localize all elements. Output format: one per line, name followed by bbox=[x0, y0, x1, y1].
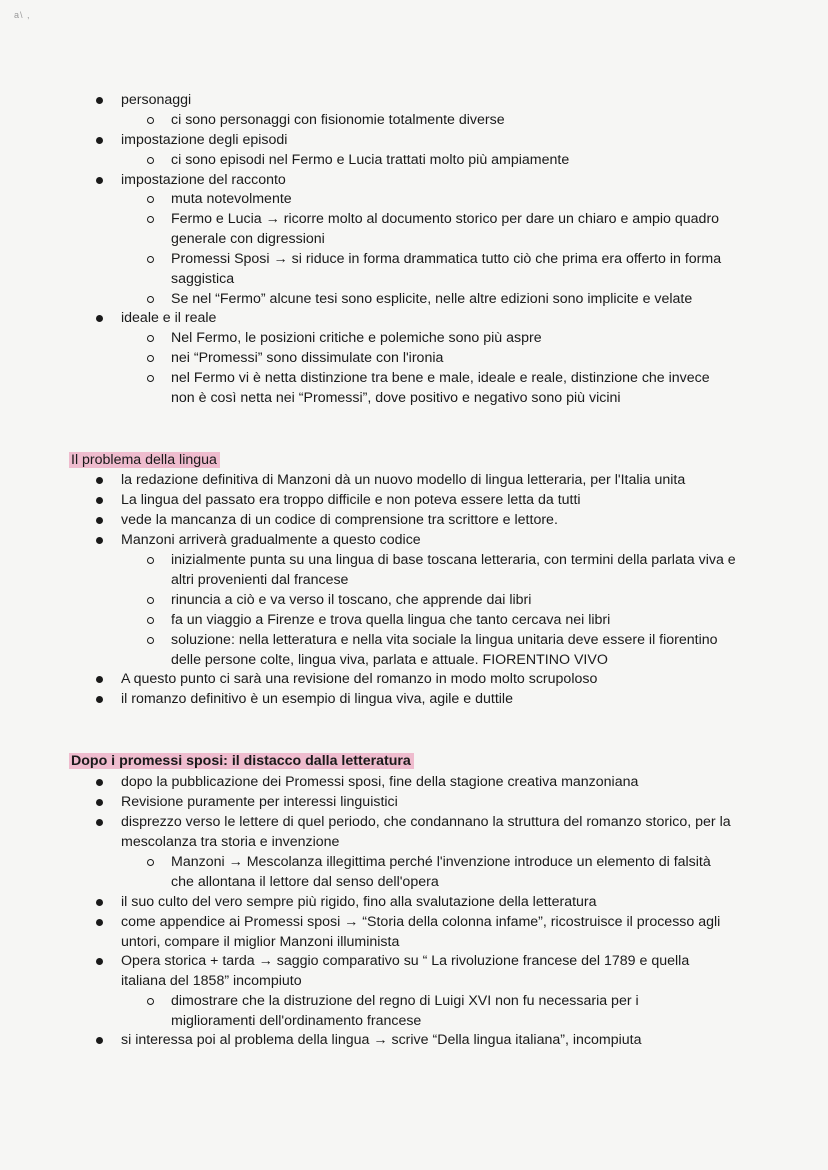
list-item: muta notevolmente bbox=[171, 191, 292, 207]
list-item: La lingua del passato era troppo difficile e non poteva essere letta da tutti bbox=[121, 492, 581, 508]
list-item: A questo punto ci sarà una revisione del romanzo in modo molto scrupoloso bbox=[121, 671, 598, 687]
list-item: come appendice ai Promessi sposi → “Storia della colonna infame”, ricostruisce il processo agli untori, compare il miglior Manzoni illuminista bbox=[121, 912, 746, 952]
list-item: la redazione definitiva di Manzoni dà un nuovo modello di lingua letteraria, per l'Italia unita bbox=[121, 472, 686, 488]
list-item: Se nel “Fermo” alcune tesi sono esplicite, nelle altre edizioni sono implicite e velate bbox=[171, 291, 693, 307]
list-item: il romanzo definitivo è un esempio di lingua viva, agile e duttile bbox=[121, 691, 513, 707]
list-item: dopo la pubblicazione dei Promessi sposi, fine della stagione creativa manzoniana bbox=[121, 774, 639, 790]
list-item: ci sono personaggi con fisionomie totalmente diverse bbox=[171, 112, 505, 128]
list-item: Nel Fermo, le posizioni critiche e polemiche sono più aspre bbox=[171, 330, 542, 346]
corner-mark: a\ , bbox=[14, 10, 31, 20]
list-item: rinuncia a ciò e va verso il toscano, che apprende dai libri bbox=[171, 592, 532, 608]
list-item: dimostrare che la distruzione del regno di Luigi XVI non fu necessaria per i miglioramenti dell'ordinamento francese bbox=[171, 991, 681, 1031]
list-item: ideale e il reale bbox=[121, 310, 217, 326]
list-item: Revisione puramente per interessi linguistici bbox=[121, 794, 398, 810]
list-item: il suo culto del vero sempre più rigido, fino alla svalutazione della letteratura bbox=[121, 894, 597, 910]
section-heading: Il problema della lingua bbox=[69, 450, 220, 470]
list-item: soluzione: nella letteratura e nella vita sociale la lingua unitaria deve essere il fiorentino delle persone colte, lingua viva, parlata e attuale. FIORENTINO VIVO bbox=[171, 630, 731, 670]
list-item: Opera storica + tarda → saggio comparativo su “ La rivoluzione francese del 1789 e quella italiana del 1858” incompiuto bbox=[121, 951, 736, 991]
list-item: vede la mancanza di un codice di comprensione tra scrittore e lettore. bbox=[121, 512, 558, 528]
list-item: inizialmente punta su una lingua di base toscana letteraria, con termini della parlata viva e altri provenienti dal francese bbox=[171, 550, 741, 590]
list-item: personaggi bbox=[121, 92, 192, 108]
section-heading: Dopo i promessi sposi: il distacco dalla letteratura bbox=[69, 751, 414, 771]
list-item: impostazione degli episodi bbox=[121, 132, 288, 148]
list-item: Promessi Sposi → si riduce in forma drammatica tutto ciò che prima era offerto in forma saggistica bbox=[171, 249, 731, 289]
list-item: nel Fermo vi è netta distinzione tra bene e male, ideale e reale, distinzione che invece non è così netta nei “Promessi”, dove positivo e negativo sono più vicini bbox=[171, 368, 733, 408]
list-item: nei “Promessi” sono dissimulate con l'ironia bbox=[171, 350, 444, 366]
list-item: impostazione del racconto bbox=[121, 172, 286, 188]
list-item: ci sono episodi nel Fermo e Lucia trattati molto più ampiamente bbox=[171, 152, 570, 168]
list-item: Manzoni → Mescolanza illegittima perché l'invenzione introduce un elemento di falsità che allontana il lettore dal senso dell'opera bbox=[171, 852, 731, 892]
list-item: si interessa poi al problema della lingua → scrive “Della lingua italiana”, incompiuta bbox=[121, 1032, 642, 1048]
list-item: disprezzo verso le lettere di quel periodo, che condannano la struttura del romanzo storico, per la mescolanza tra storia e invenzione bbox=[121, 812, 741, 852]
list-item: Fermo e Lucia → ricorre molto al documento storico per dare un chiaro e ampio quadro generale con digressioni bbox=[171, 209, 731, 249]
list-item: fa un viaggio a Firenze e trova quella lingua che tanto cercava nei libri bbox=[171, 612, 611, 628]
list-item: Manzoni arriverà gradualmente a questo codice bbox=[121, 532, 421, 548]
